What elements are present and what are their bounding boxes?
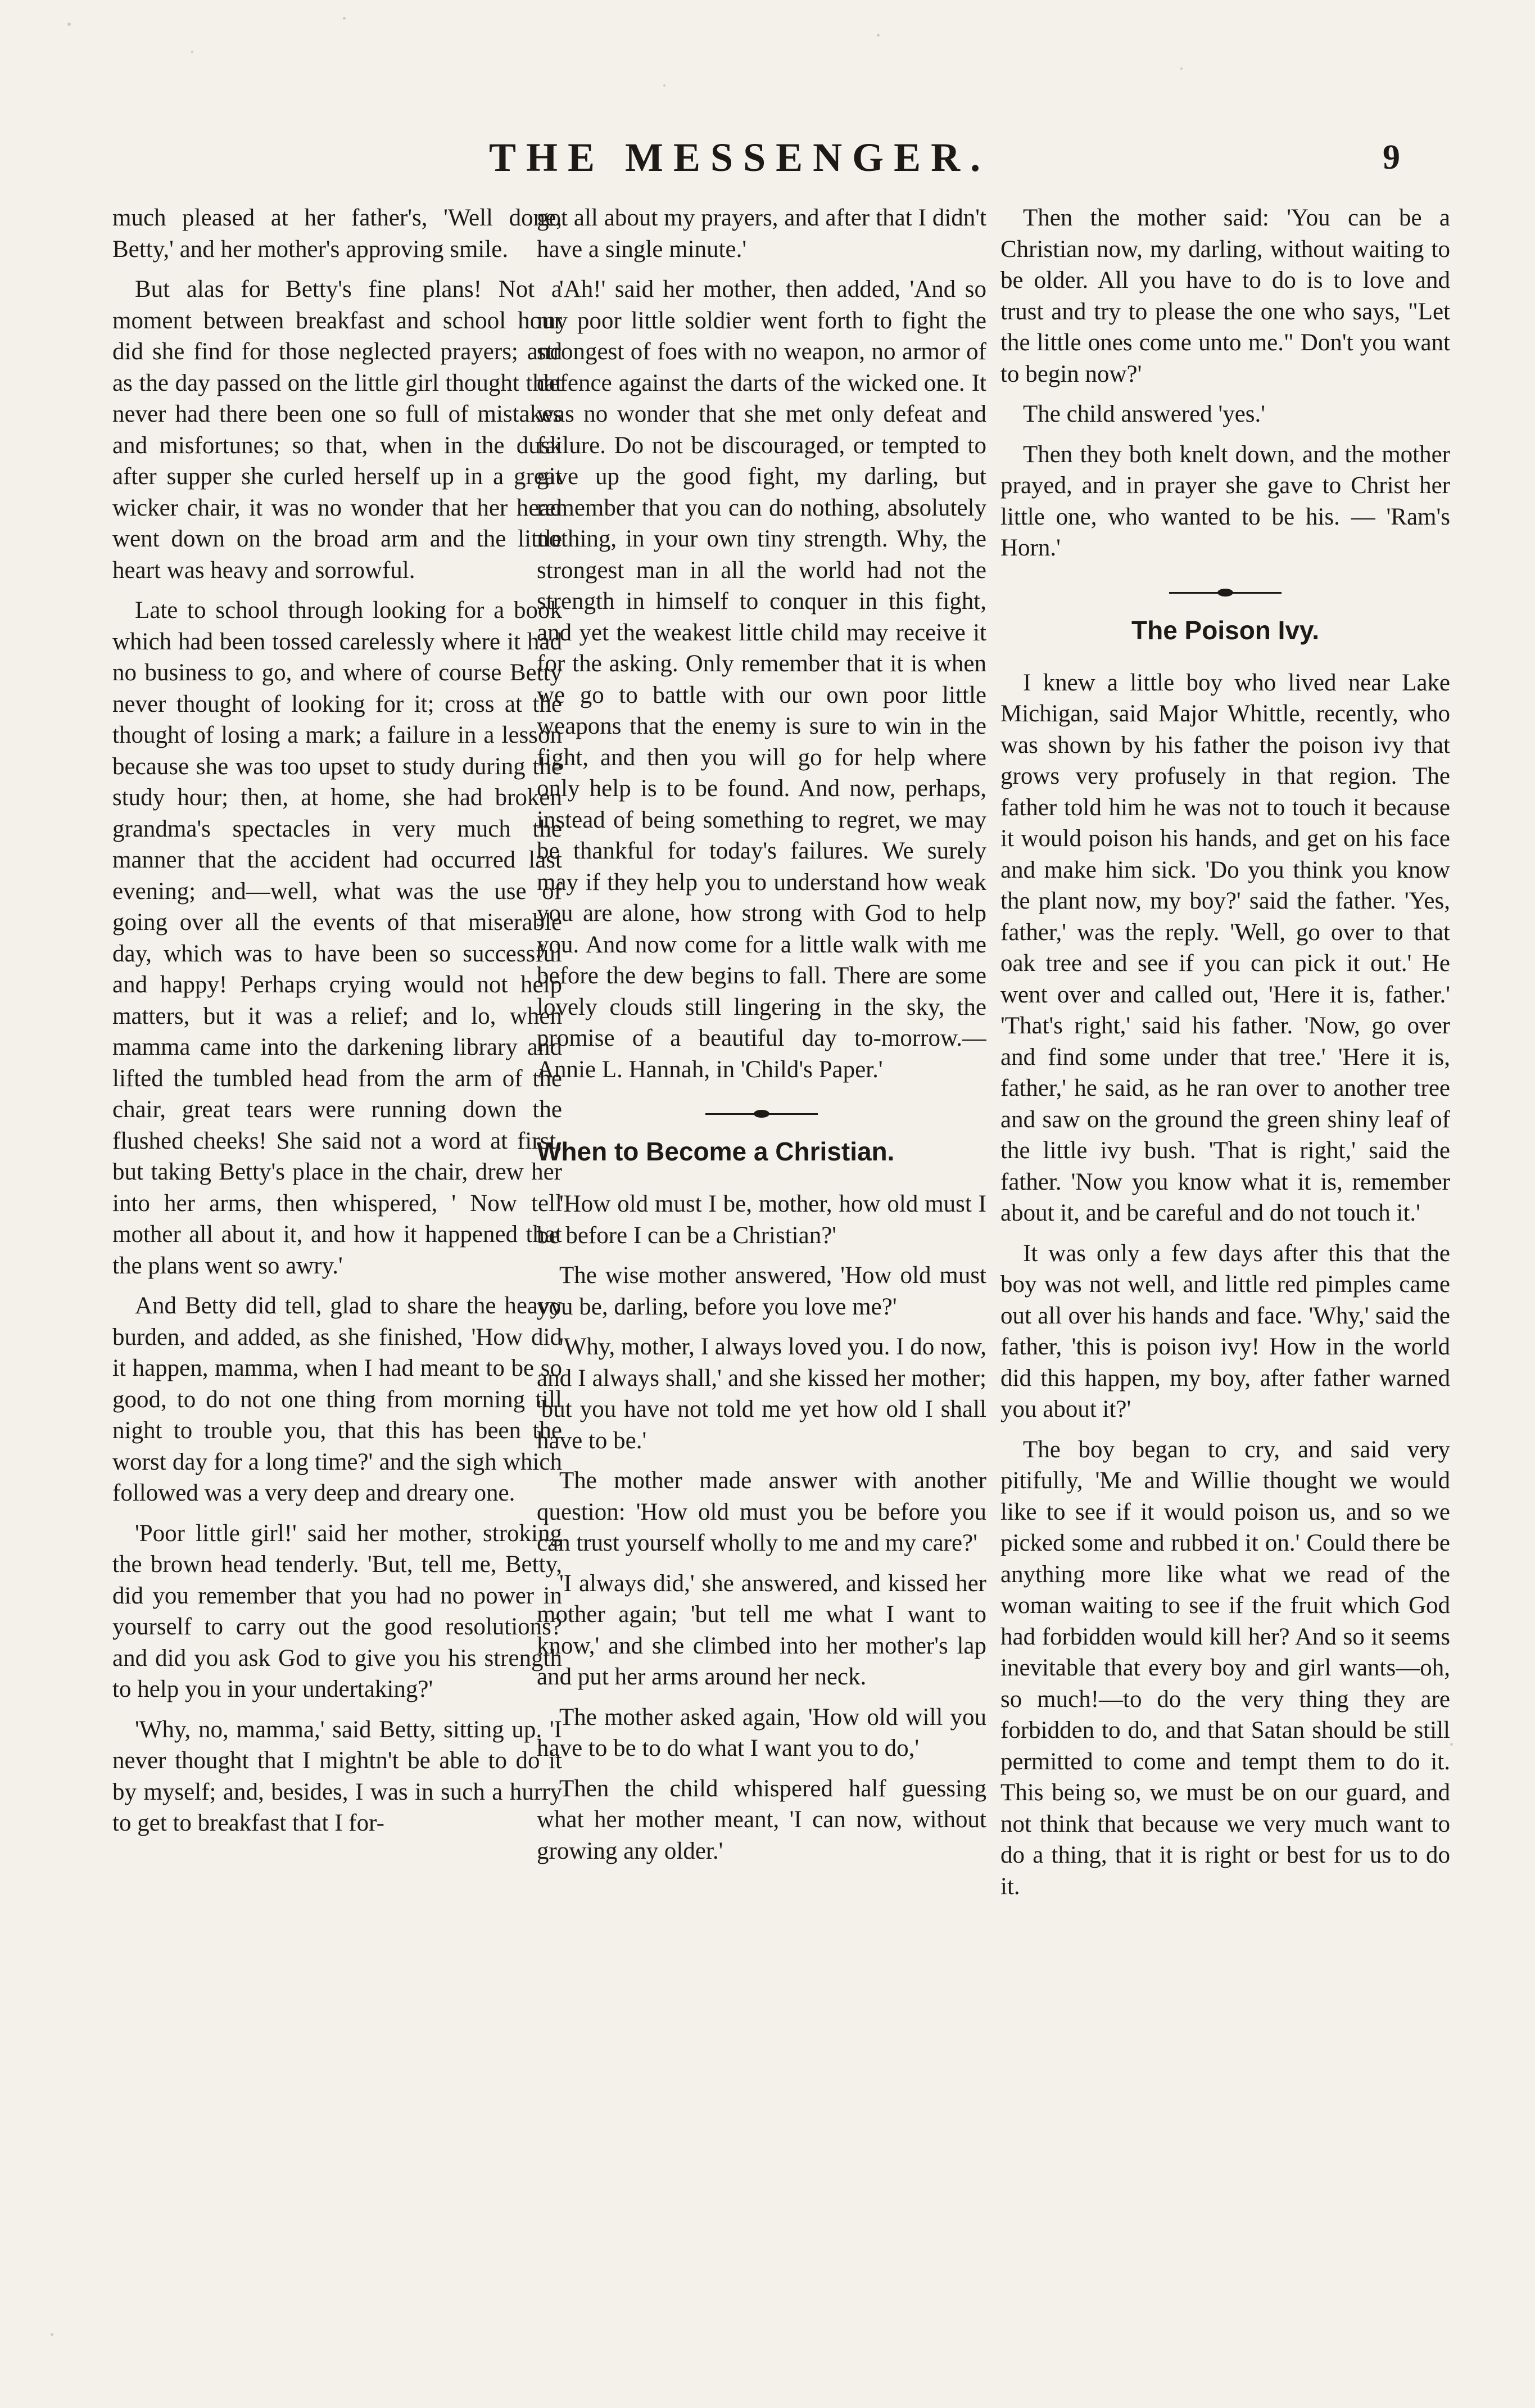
page-header — [0, 132, 1535, 183]
paragraph: 'How old must I be, mother, how old must I be before I can be a Christian?' — [537, 1191, 986, 1249]
section-divider — [1169, 589, 1282, 597]
paragraph: The wise mother answered, 'How old must you be, darling, before you love me?' — [537, 1262, 986, 1320]
paragraph: 'Poor little girl!' said her mother, stroking the brown head tenderly. 'But, tell me, Betty, did you remember that you had no power in yourself to carry out the good resolutions? and did you ask God to give you his strength to help you in your undertaking?' — [112, 1520, 562, 1702]
column-1 — [112, 202, 562, 2378]
article-heading: When to Become a Christian. — [537, 1137, 895, 1166]
paragraph: Late to school through looking for a book which had been tossed carelessly where it had no business to go, and where of course Betty never thought of looking for it; cross at the thought of losing a mark; a failure in a lesson because she was too upset to study during the study hour; then, at home, she had broken grandma's spectacles in very much the manner that the accident had occurred last evening; and—well, what was the use of going over all the events of that miserable day, which was to have been so successful and happy! Perhaps crying would not help matters, but it was a relief; and lo, when mamma came into the darkening library and lifted the tumbled head from the arm of the chair, great tears were running down the flushed cheeks! She said not a word at first, but taking Betty's place in the chair, drew her into her arms, then whispered, ' Now tell mother all about it, and how it happened that the plans went so awry.' — [112, 597, 562, 1279]
paragraph: 'I always did,' she answered, and kissed her mother again; 'but tell me what I want to know,' and she climbed into her mother's lap and put her arms around her neck. — [537, 1570, 986, 1690]
print-speckle — [343, 17, 346, 20]
paragraph: It was only a few days after this that the boy was not well, and little red pimples came out all over his hands and face. 'Why,' said the father, 'this is poison ivy! How in the world did this happen, my boy, after father warned you about it?' — [1000, 1240, 1450, 1422]
print-speckle — [191, 51, 193, 53]
paragraph: The mother made answer with another question: 'How old must you be before you can trust yourself wholly to me and my care?' — [537, 1467, 986, 1556]
paragraph: got all about my prayers, and after that I didn't have a single minute.' — [537, 205, 986, 263]
paragraph: 'Why, no, mamma,' said Betty, sitting up. 'I never thought that I mightn't be able to do it by myself; and, besides, I was in such a hurry to get to breakfast that I for- — [112, 1716, 562, 1836]
article-heading: The Poison Ivy. — [1131, 615, 1319, 645]
paragraph: Then they both knelt down, and the mother prayed, and in prayer she gave to Christ her little one, who wanted to be his. — 'Ram's Horn.' — [1000, 441, 1450, 561]
print-speckle — [663, 84, 665, 87]
print-speckle — [1180, 67, 1183, 70]
print-speckle — [51, 2333, 53, 2336]
print-speckle — [877, 34, 880, 37]
paragraph: The boy began to cry, and said very pitifully, 'Me and Willie thought we would like to see if it would poison us, and so we picked some and rubbed it on.' Could there be anything more like what we read of the woman waiting to see if the fruit which God had forbidden would kill her? And so it seems inevitable that every boy and girl wants—oh, so much!—to do the very thing they are forbidden to do, and that Satan should be still permitted to come and tempt them to do it. This being so, we must be on our guard, and not think that because we very much want to do a thing, that it is right or best for us to do it. — [1000, 1436, 1450, 1900]
paragraph: But alas for Betty's fine plans! Not a moment between breakfast and school hour did she find for those neglected prayers; and as the day passed on the little girl thought that never had there been one so full of mistakes and misfortunes; so that, when in the dusk after supper she curled herself up in a great wicker chair, it was no wonder that her head went down on the broad arm and the little heart was heavy and sorrowful. — [112, 276, 562, 584]
print-speckle — [67, 22, 71, 26]
paragraph: Then the mother said: 'You can be a Christian now, my darling, without waiting to be older. All you have to do is to love and trust and try to please the one who says, "Let the little ones come unto me." Don't you want to begin now?' — [1000, 205, 1450, 387]
paragraph: I knew a little boy who lived near Lake Michigan, said Major Whittle, recently, who was shown by his father the poison ivy that grows very profusely in that region. The father told him he was not to touch it because it would poison his hands, and get on his face and make him sick. 'Do you think you know the plant now, my boy?' said the father. 'Yes, father,' was the reply. 'Well, go over to that oak tree and see if you can pick it out.' He went over and called out, 'Here it is, father.' 'That's right,' said his father. 'Now, go over and find some under that tree.' 'Here it is, father,' he said, as he ran over to another tree and saw on the ground the green shiny leaf of the little ivy bush. 'That is right,' said the father. 'Now you know what it is, remember about it, and be careful and do not touch it.' — [1000, 669, 1450, 1226]
section-divider — [705, 1110, 818, 1118]
paragraph: And Betty did tell, glad to share the heavy burden, and added, as she finished, 'How did it happen, mamma, when I had meant to be so good, to do not one thing from morning till night to trouble you, that this has been the worst day for a long time?' and the sigh which followed was a very deep and dreary one. — [112, 1293, 562, 1506]
paragraph: The mother asked again, 'How old will you have to be to do what I want you to do,' — [537, 1704, 986, 1761]
paragraph: Then the child whispered half guessing what her mother meant, 'I can now, without growing any older.' — [537, 1775, 986, 1864]
paragraph: 'Ah!' said her mother, then added, 'And so my poor little soldier went forth to fight the strongest of foes with no weapon, no armor of defence against the darts of the wicked one. It was no wonder that she met only defeat and failure. Do not be discouraged, or tempted to give up the good fight, my darling, but remember that you can do nothing, absolutely nothing, in your own tiny strength. Why, the strongest man in all the world had not the strength in himself to conquer in this fight, and yet the weakest little child may receive it for the asking. Only remember that it is when we go to battle with our own poor little weapons that the enemy is sure to win in the fight, and then you will go for help where only help is to be found. And now, perhaps, instead of being something to regret, we may be thankful for today's failures. We surely may if they help you to understand how weak you are alone, how strong with God to help you. And now come for a little walk with me before the dew begins to fall. There are some lovely clouds still lingering in the sky, the promise of a beautiful day to-morrow.—Annie L. Hannah, in 'Child's Paper.' — [537, 276, 986, 1083]
column-3 — [1000, 202, 1450, 2378]
page-number: 9 — [1383, 138, 1400, 177]
paragraph: much pleased at her father's, 'Well done, Betty,' and her mother's approving smile. — [112, 205, 562, 263]
paragraph: 'Why, mother, I always loved you. I do now, and I always shall,' and she kissed her mother; 'but you have not told me yet how old I shall have to be.' — [537, 1334, 986, 1454]
print-speckle — [1450, 1743, 1453, 1746]
paragraph: The child answered 'yes.' — [1023, 401, 1266, 427]
column-2 — [537, 202, 986, 2378]
masthead-title: THE MESSENGER. — [489, 135, 991, 180]
